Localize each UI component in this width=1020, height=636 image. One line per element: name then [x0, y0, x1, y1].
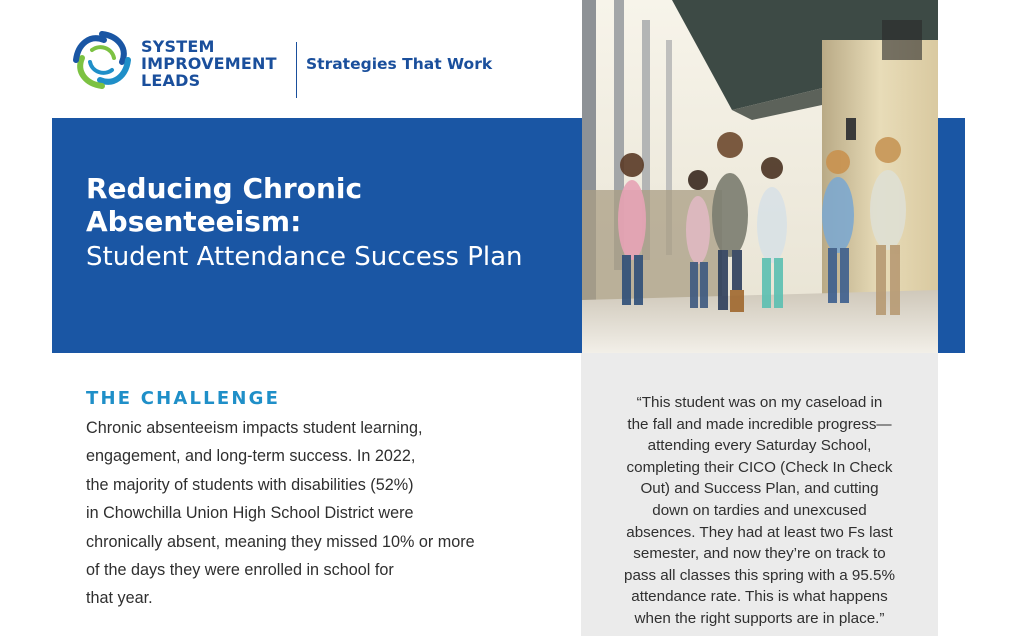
body-line: in Chowchilla Union High School District were — [86, 504, 414, 523]
body-line: chronically absent, meaning they missed 10% or more — [86, 532, 475, 551]
org-name-line: LEADS — [141, 71, 201, 90]
testimonial-quote — [581, 392, 938, 630]
body-line: that year. — [86, 589, 153, 608]
body-line: Chronic absenteeism impacts student learning, — [86, 419, 423, 437]
tagline: Strategies That Work — [306, 55, 493, 73]
quote-line: attendance rate. This is what happens — [631, 588, 888, 606]
quote-line: pass all classes this spring with a 95.5% — [624, 566, 895, 584]
header-divider — [296, 42, 297, 98]
org-name-line: SYSTEM — [141, 37, 215, 56]
swirl-logo-icon — [70, 28, 134, 92]
page-subtitle: Student Attendance Success Plan — [86, 242, 523, 272]
quote-line: when the right supports are in place.” — [634, 609, 885, 627]
quote-line: “This student was on my caseload in — [636, 394, 883, 411]
quote-line: down on tardies and unexcused — [652, 501, 867, 519]
quote-line: Out) and Success Plan, and cutting — [640, 480, 879, 498]
page-title — [86, 172, 362, 238]
body-line: of the days they were enrolled in school for — [86, 561, 394, 580]
quote-line: completing their CICO (Check In Check — [626, 458, 893, 476]
body-line: engagement, and long-term success. In 2022, — [86, 447, 416, 466]
page-title-line: Reducing Chronic — [86, 172, 363, 205]
quote-line: semester, and now they’re on track to — [633, 545, 886, 563]
students-running-photo — [582, 0, 938, 353]
quote-line: the fall and made incredible progress— — [627, 415, 892, 433]
quote-line: attending every Saturday School, — [647, 437, 872, 455]
challenge-body — [86, 414, 566, 613]
body-line: the majority of students with disabilities (52%) — [86, 475, 414, 494]
banner-edge — [938, 118, 965, 353]
quote-line: absences. They had at least two Fs last — [626, 523, 893, 541]
org-name — [141, 38, 277, 89]
page-title-line: Absenteeism: — [86, 205, 302, 238]
org-name-line: IMPROVEMENT — [141, 54, 277, 73]
challenge-heading: THE CHALLENGE — [86, 388, 281, 409]
